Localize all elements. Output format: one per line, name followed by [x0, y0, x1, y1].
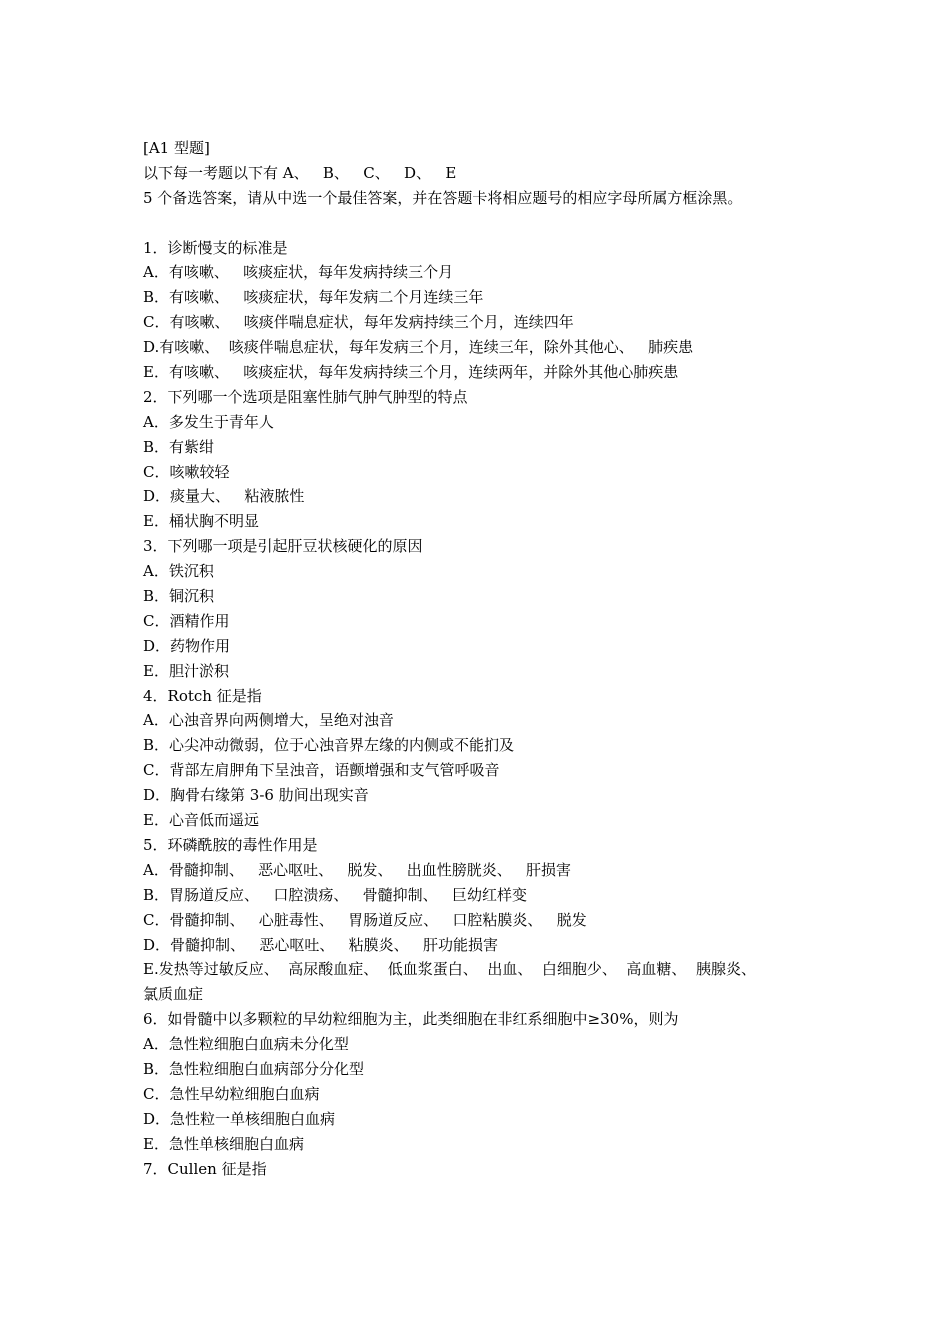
- answer-option: A．心浊音界向两侧增大，呈绝对浊音: [143, 711, 394, 730]
- answer-option: D．骨髓抑制、 恶心呕吐、 粘膜炎、 肝功能损害: [143, 935, 498, 954]
- answer-option-continuation: 氯质血症: [143, 985, 204, 1004]
- answer-option: C．背部左肩胛角下呈浊音，语颤增强和支气管呼吸音: [143, 761, 500, 780]
- answer-option: A．骨髓抑制、 恶心呕吐、 脱发、 出血性膀胱炎、 肝损害: [143, 860, 572, 879]
- answer-option: B．胃肠道反应、 口腔溃疡、 骨髓抑制、 巨幼红样变: [143, 885, 527, 904]
- answer-option: D．痰量大、 粘液脓性: [143, 487, 305, 506]
- document-page: [143, 136, 813, 1181]
- answer-option: E．桶状胸不明显: [143, 512, 259, 531]
- answer-option: C．有咳嗽、 咳痰伴喘息症状，每年发病持续三个月，连续四年: [143, 313, 574, 332]
- question-stem: 1．诊断慢支的标准是: [143, 238, 288, 257]
- answer-option: A．铁沉积: [143, 562, 214, 581]
- answer-option: A．急性粒细胞白血病未分化型: [143, 1035, 349, 1054]
- answer-option: D．急性粒一单核细胞白血病: [143, 1109, 336, 1128]
- blank-line: [143, 211, 813, 236]
- answer-option: D．药物作用: [143, 636, 231, 655]
- answer-option: C．急性早幼粒细胞白血病: [143, 1084, 320, 1103]
- answer-option: E．心音低而遥远: [143, 811, 259, 830]
- answer-option: E．胆汁淤积: [143, 661, 229, 680]
- section-heading: [A1 型题]: [143, 139, 210, 157]
- answer-option: E.发热等过敏反应、 高尿酸血症、 低血浆蛋白、 出血、 白细胞少、 高血糖、 胰腺炎、: [143, 960, 756, 979]
- answer-option: E．急性单核细胞白血病: [143, 1134, 304, 1153]
- question-stem: 5．环磷酰胺的毒性作用是: [143, 835, 318, 854]
- answer-option: C．酒精作用: [143, 611, 230, 630]
- answer-option: A．有咳嗽、 咳痰症状，每年发病持续三个月: [143, 263, 454, 282]
- question-stem: 6．如骨髓中以多颗粒的早幼粒细胞为主，此类细胞在非红系细胞中≥30%，则为: [143, 1010, 679, 1029]
- question-stem: 7．Cullen 征是指: [143, 1159, 267, 1178]
- answer-option: A．多发生于青年人: [143, 412, 274, 431]
- answer-option: E．有咳嗽、 咳痰症状，每年发病持续三个月，连续两年，并除外其他心肺疾患: [143, 363, 679, 382]
- question-stem: 4．Rotch 征是指: [143, 686, 262, 705]
- answer-option: B．心尖冲动微弱，位于心浊音界左缘的内侧或不能扪及: [143, 736, 515, 755]
- instruction-line-2: 5 个备选答案，请从中选一个最佳答案，并在答题卡将相应题号的相应字母所属方框涂黑。: [143, 188, 743, 207]
- question-stem: 3．下列哪一项是引起肝豆状核硬化的原因: [143, 537, 423, 556]
- answer-option: C．骨髓抑制、 心脏毒性、 胃肠道反应、 口腔粘膜炎、 脱发: [143, 910, 587, 929]
- instruction-line-1: 以下每一考题以下有 A、 B、 C、 D、 E: [143, 163, 457, 182]
- answer-option: D.有咳嗽、 咳痰伴喘息症状，每年发病三个月，连续三年，除外其他心、 肺疾患: [143, 338, 694, 357]
- answer-option: B．有紫绀: [143, 437, 215, 456]
- answer-option: D．胸骨右缘第 3-6 肋间出现实音: [143, 786, 369, 805]
- answer-option: B．急性粒细胞白血病部分分化型: [143, 1059, 365, 1078]
- answer-option: B．有咳嗽、 咳痰症状，每年发病二个月连续三年: [143, 288, 484, 307]
- answer-option: B．铜沉积: [143, 587, 215, 606]
- answer-option: C．咳嗽较轻: [143, 462, 230, 481]
- question-stem: 2．下列哪一个选项是阻塞性肺气肿气肿型的特点: [143, 387, 468, 406]
